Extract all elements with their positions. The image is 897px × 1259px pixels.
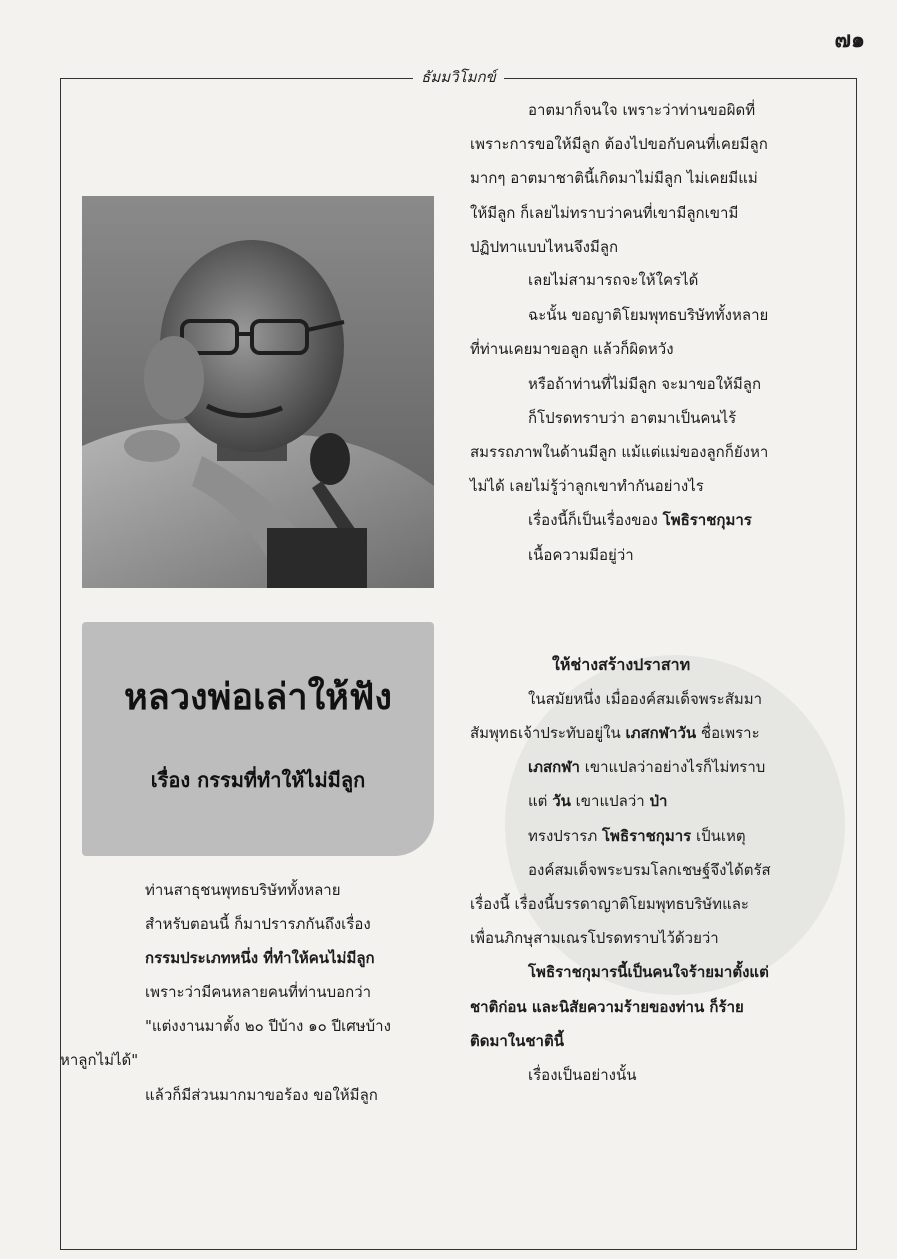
section-heading: ให้ช่างสร้างปราสาท [552,655,691,674]
text-line: หรือถ้าท่านที่ไม่มีลูก จะมาขอให้มีลูก [528,375,762,393]
text-line: เภสกฬา เขาแปลว่าอย่างไรก็ไม่ทราบ [528,758,766,776]
text-line: เรื่องเป็นอย่างนั้น [528,1066,637,1084]
text-line: อาตมาก็จนใจ เพราะว่าท่านขอผิดที่ [528,101,756,119]
text-line: เพราะการขอให้มีลูก ต้องไปขอกับคนที่เคยมีลูก [470,135,768,153]
text-line: โพธิราชกุมารนี้เป็นคนใจร้ายมาตั้งแต่ [528,963,769,981]
text-line: เลยไม่สามารถจะให้ใครได้ [528,271,699,289]
text-line: ให้มีลูก ก็เลยไม่ทราบว่าคนที่เขามีลูกเขามี [470,204,739,222]
running-header: ธัมมวิโมกข์ [61,65,856,89]
page-number: ๗๑ [834,28,865,53]
text-line: เรื่องนี้ เรื่องนี้บรรดาญาติโยมพุทธบริษัทและ [470,895,749,913]
text-line: ทรงปรารภ โพธิราชกุมาร เป็นเหตุ [528,827,746,845]
text-line: เรื่องนี้ก็เป็นเรื่องของ โพธิราชกุมาร [528,511,752,529]
text-line: มากๆ อาตมาชาตินี้เกิดมาไม่มีลูก ไม่เคยมีแม่ [470,169,758,187]
text-line: กรรมประเภทหนึ่ง ที่ทำให้คนไม่มีลูก [145,949,375,967]
article-subtitle: เรื่อง กรรมที่ทำให้ไม่มีลูก [150,768,366,792]
text-line: ฉะนั้น ขอญาติโยมพุทธบริษัททั้งหลาย [528,306,769,324]
text-line: แต่ วัน เขาแปลว่า ป่า [528,792,668,810]
text-line: องค์สมเด็จพระบรมโลกเชษฐ์จึงได้ตรัส [528,861,771,879]
monk-photo [82,196,434,588]
text-line: ชาติก่อน และนิสัยความร้ายของท่าน ก็ร้าย [470,998,744,1016]
article-title: หลวงพ่อเล่าให้ฟัง [124,677,392,718]
text-line: สำหรับตอนนี้ ก็มาปรารภกันถึงเรื่อง [145,915,371,933]
text-line: เพราะว่ามีคนหลายคนที่ท่านบอกว่า [145,983,372,1001]
text-line: ติดมาในชาตินี้ [470,1032,564,1050]
monk-portrait-image [82,196,434,588]
text-line: ก็โปรดทราบว่า อาตมาเป็นคนไร้ [528,409,737,427]
text-line: สัมพุทธเจ้าประทับอยู่ใน เภสกฬาวัน ชื่อเพราะ [470,724,760,742]
text-line: สมรรถภาพในด้านมีลูก แม้แต่แม่ของลูกก็ยังหา [470,443,769,461]
text-line: ในสมัยหนึ่ง เมื่อองค์สมเด็จพระสัมมา [528,690,763,708]
text-line: ไม่ได้ เลยไม่รู้ว่าลูกเขาทำกันอย่างไร [470,477,704,495]
text-line: ที่ท่านเคยมาขอลูก แล้วก็ผิดหวัง [470,340,674,358]
title-box [82,622,434,856]
text-line: "แต่งงานมาตั้ง ๒๐ ปีบ้าง ๑๐ ปีเศษบ้าง [145,1017,391,1035]
text-line: เพื่อนภิกษุสามเณรโปรดทราบไว้ด้วยว่า [470,929,719,947]
text-line: ปฏิปทาแบบไหนจึงมีลูก [470,238,619,256]
text-line: ท่านสาธุชนพุทธบริษัททั้งหลาย [145,881,341,899]
text-line: แล้วก็มีส่วนมากมาขอร้อง ขอให้มีลูก [145,1086,378,1104]
text-line: เนื้อความมีอยู่ว่า [528,546,634,564]
text-line: หาลูกไม่ได้" [60,1051,139,1069]
